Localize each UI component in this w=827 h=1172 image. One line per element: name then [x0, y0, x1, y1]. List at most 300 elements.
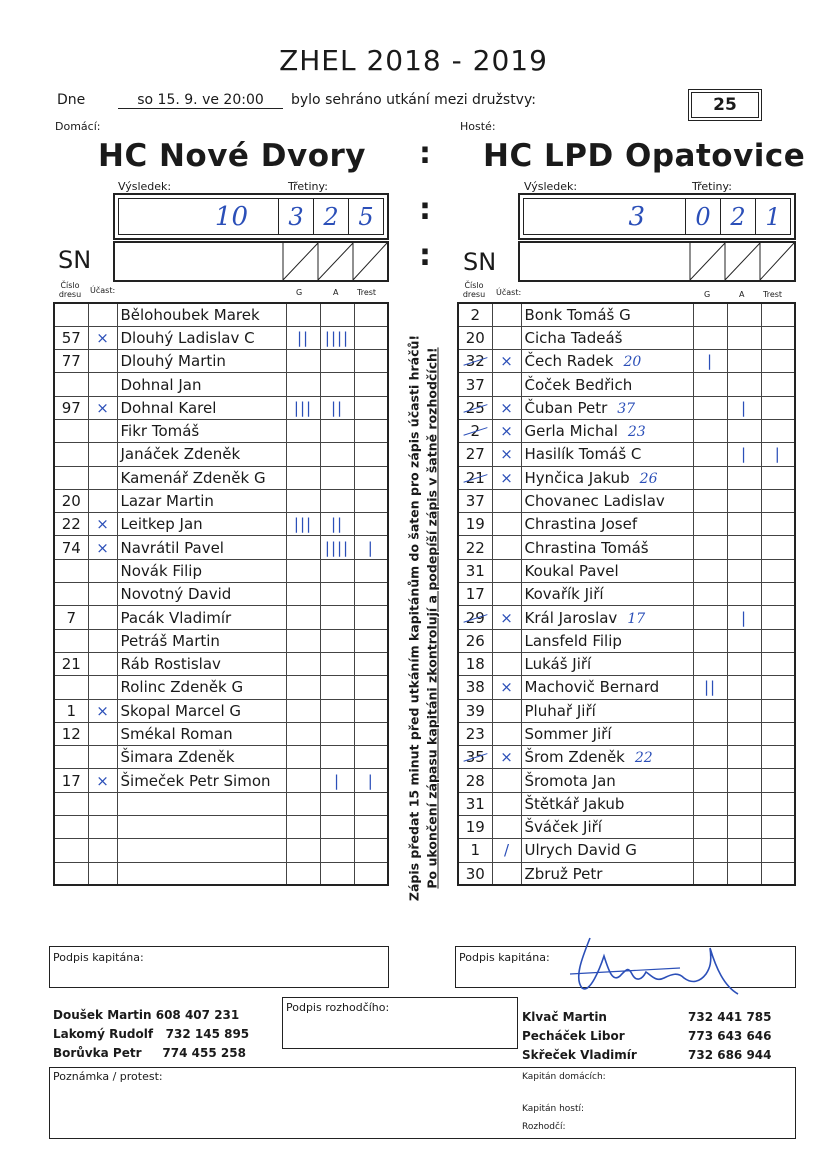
home-player-row — [54, 350, 388, 373]
player-name-text: Zbruž Petr — [524, 864, 603, 883]
assists-tally — [320, 489, 354, 512]
assists-tally — [320, 466, 354, 489]
result-separator: : — [419, 192, 431, 227]
strikethrough-mark — [463, 754, 487, 763]
home-col-a: A — [333, 288, 339, 297]
jersey-number: 21 — [54, 652, 88, 675]
goals-tally — [693, 699, 727, 722]
home-player-row — [54, 816, 388, 839]
guest-player-row — [458, 839, 795, 862]
goals-tally — [286, 769, 320, 792]
goals-tally: ||| — [286, 396, 320, 419]
goals-tally — [693, 396, 727, 419]
goals-tally: ||| — [286, 513, 320, 536]
jersey-number — [54, 583, 88, 606]
referee-signature-label: Podpis rozhodčího: — [286, 1001, 390, 1014]
presence-mark — [492, 769, 521, 792]
player-name — [117, 722, 286, 745]
jersey-number: 19 — [458, 513, 492, 536]
jersey-number: 2 — [458, 419, 492, 442]
presence-mark — [88, 839, 117, 862]
match-number-frame — [688, 89, 762, 121]
home-result-box — [113, 193, 389, 240]
home-player-row — [54, 839, 388, 862]
presence-mark — [492, 629, 521, 652]
assists-tally — [320, 722, 354, 745]
jersey-number: 31 — [458, 559, 492, 582]
jersey-number: 20 — [54, 489, 88, 512]
presence-mark — [88, 466, 117, 489]
referee-signature-box[interactable] — [282, 997, 518, 1049]
jersey-number — [54, 816, 88, 839]
handwritten-note: 37 — [617, 400, 636, 417]
jersey-number — [54, 443, 88, 466]
guest-player-row — [458, 699, 795, 722]
assists-tally: |||| — [320, 326, 354, 349]
penalty-tally — [761, 513, 795, 536]
instruction-line-1: Zápis předat 15 minut před utkáním kapitánům do šaten pro zápis účasti hráčů! — [406, 334, 422, 902]
penalty-tally — [761, 676, 795, 699]
assists-tally — [320, 373, 354, 396]
player-name — [521, 373, 693, 396]
player-name — [117, 652, 286, 675]
presence-mark: / — [492, 839, 521, 862]
presence-mark: × — [492, 350, 521, 373]
assists-tally — [727, 722, 761, 745]
guest-player-row — [458, 513, 795, 536]
penalty-tally: | — [354, 536, 388, 559]
player-name-text: Štětkář Jakub — [524, 794, 625, 813]
player-name — [117, 303, 286, 326]
home-player-row — [54, 699, 388, 722]
jersey-number — [54, 466, 88, 489]
player-name — [117, 862, 286, 885]
presence-mark — [492, 326, 521, 349]
home-player-row — [54, 862, 388, 885]
presence-mark — [88, 652, 117, 675]
captain-home-label: Kapitán domácích: — [522, 1072, 606, 1082]
home-col-trest: Trest — [357, 288, 377, 297]
goals-tally — [693, 489, 727, 512]
goals-tally — [286, 373, 320, 396]
player-name — [521, 350, 693, 373]
vertical-instructions — [401, 324, 445, 912]
assists-tally — [320, 606, 354, 629]
assists-tally — [727, 489, 761, 512]
presence-mark — [88, 862, 117, 885]
jersey-number: 1 — [54, 699, 88, 722]
guest-player-row — [458, 536, 795, 559]
goals-tally — [693, 769, 727, 792]
penalty-tally — [354, 862, 388, 885]
contact-phone: 608 407 231 — [155, 1008, 240, 1022]
penalty-tally — [761, 419, 795, 442]
guest-player-row — [458, 816, 795, 839]
player-name — [521, 303, 693, 326]
jersey-number: 37 — [458, 489, 492, 512]
contact-name: Skřeček Vladimír — [522, 1048, 637, 1062]
penalty-tally — [354, 606, 388, 629]
assists-tally — [727, 816, 761, 839]
penalty-tally — [761, 303, 795, 326]
assists-tally — [727, 583, 761, 606]
goals-tally — [693, 629, 727, 652]
player-name — [521, 839, 693, 862]
assists-tally — [727, 373, 761, 396]
guest-periods-label: Třetiny: — [692, 180, 732, 193]
note-protest-label: Poznámka / protest: — [53, 1070, 163, 1083]
penalty-tally — [354, 699, 388, 722]
home-player-row — [54, 303, 388, 326]
player-name — [521, 489, 693, 512]
player-name — [117, 373, 286, 396]
jersey-number: 19 — [458, 816, 492, 839]
home-player-row — [54, 722, 388, 745]
assists-tally — [727, 652, 761, 675]
penalty-tally — [354, 746, 388, 769]
guest-player-row — [458, 396, 795, 419]
player-name — [117, 583, 286, 606]
player-name-text: Dlouhý Ladislav C — [120, 328, 255, 347]
penalty-tally — [354, 629, 388, 652]
contact-phone: 732 145 895 — [165, 1027, 250, 1041]
guest-period-3: 1 — [765, 203, 781, 231]
jersey-number: 17 — [458, 583, 492, 606]
contacts-right-names — [522, 1008, 637, 1065]
assists-tally: | — [727, 443, 761, 466]
assists-tally — [727, 326, 761, 349]
penalty-tally — [761, 769, 795, 792]
penalty-tally — [354, 373, 388, 396]
contacts-right-phones — [688, 1008, 772, 1065]
player-name-text: Bělohoubek Marek — [120, 305, 260, 324]
penalty-tally — [354, 676, 388, 699]
player-name-text: Šimeček Petr Simon — [120, 771, 271, 790]
goals-tally — [693, 652, 727, 675]
player-name-text: Lansfeld Filip — [524, 631, 622, 650]
home-result-label: Výsledek: — [118, 180, 172, 193]
penalty-tally — [354, 443, 388, 466]
penalty-tally — [761, 792, 795, 815]
home-col-g: G — [296, 288, 303, 297]
guest-col-a: A — [739, 290, 745, 299]
assists-tally — [727, 629, 761, 652]
penalty-tally: | — [761, 443, 795, 466]
goals-tally — [693, 303, 727, 326]
player-name-text: Kamenář Zdeněk G — [120, 468, 266, 487]
guest-col-presence: Účast: — [496, 288, 522, 297]
player-name-text: Pacák Vladimír — [120, 608, 232, 627]
home-sn-label: SN — [58, 246, 92, 274]
player-name — [117, 792, 286, 815]
guest-player-row — [458, 629, 795, 652]
goals-tally — [286, 303, 320, 326]
penalty-tally: | — [354, 769, 388, 792]
presence-mark — [88, 676, 117, 699]
home-col-presence: Účast: — [90, 286, 116, 295]
guest-player-row — [458, 583, 795, 606]
assists-tally — [727, 862, 761, 885]
contact-name: Pecháček Libor — [522, 1029, 625, 1043]
player-name-text: Navrátil Pavel — [120, 538, 224, 557]
goals-tally — [286, 816, 320, 839]
player-name — [117, 443, 286, 466]
presence-mark — [492, 816, 521, 839]
player-name-text: Šimara Zdeněk — [120, 748, 235, 767]
presence-mark — [88, 583, 117, 606]
jersey-number: 38 — [458, 676, 492, 699]
guest-player-row — [458, 489, 795, 512]
assists-tally: | — [320, 769, 354, 792]
jersey-number: 32 — [458, 350, 492, 373]
player-name — [117, 350, 286, 373]
home-period-2: 2 — [314, 199, 349, 234]
contact-name: Borůvka Petr — [53, 1046, 142, 1060]
jersey-number: 18 — [458, 652, 492, 675]
contact-left-1 — [53, 1006, 249, 1025]
player-name-text: Skopal Marcel G — [120, 701, 242, 720]
assists-tally — [727, 536, 761, 559]
contact-phone: 732 686 944 — [688, 1048, 772, 1062]
penalty-tally — [354, 839, 388, 862]
jersey-number: 21 — [458, 466, 492, 489]
player-name — [117, 536, 286, 559]
goals-tally — [693, 839, 727, 862]
guest-col-g: G — [704, 290, 711, 299]
assists-tally — [320, 443, 354, 466]
player-name — [117, 326, 286, 349]
presence-mark — [88, 489, 117, 512]
penalty-tally — [761, 559, 795, 582]
goals-tally — [693, 722, 727, 745]
assists-tally — [320, 676, 354, 699]
player-name-text: Koukal Pavel — [524, 561, 619, 580]
strikethrough-mark — [463, 427, 487, 436]
presence-mark: × — [492, 443, 521, 466]
presence-mark: × — [88, 536, 117, 559]
jersey-number: 26 — [458, 629, 492, 652]
captain-signature-scribble — [560, 928, 760, 1000]
contact-left-3 — [53, 1044, 249, 1063]
player-name-text: Chovanec Ladislav — [524, 492, 665, 511]
goals-tally — [286, 466, 320, 489]
assists-tally — [320, 816, 354, 839]
assists-tally — [320, 629, 354, 652]
player-name-text: Dohnal Jan — [120, 375, 202, 394]
contact-phone: 773 643 646 — [688, 1029, 772, 1043]
presence-mark: × — [492, 676, 521, 699]
goals-tally — [286, 652, 320, 675]
played-text: bylo sehráno utkání mezi družstvy: — [291, 92, 536, 108]
home-player-row — [54, 792, 388, 815]
assists-tally — [320, 559, 354, 582]
match-date: so 15. 9. ve 20:00 — [118, 92, 283, 109]
player-name-text: Pluhař Jiří — [524, 701, 596, 720]
assists-tally — [320, 583, 354, 606]
home-player-row — [54, 419, 388, 442]
guest-label: Hosté: — [460, 120, 496, 133]
jersey-number — [54, 419, 88, 442]
guest-player-row — [458, 676, 795, 699]
goals-tally — [693, 583, 727, 606]
player-name — [521, 466, 693, 489]
guest-player-row — [458, 303, 795, 326]
assists-tally — [320, 350, 354, 373]
player-name-text: Čoček Bedřich — [524, 375, 633, 394]
goals-tally: | — [693, 350, 727, 373]
player-name-text: Novotný David — [120, 585, 232, 604]
guest-player-row — [458, 559, 795, 582]
jersey-number — [54, 839, 88, 862]
assists-tally — [320, 652, 354, 675]
jersey-number: 27 — [458, 443, 492, 466]
assists-tally: | — [727, 396, 761, 419]
assists-tally — [727, 559, 761, 582]
presence-mark — [492, 862, 521, 885]
player-name — [521, 629, 693, 652]
penalty-tally — [761, 629, 795, 652]
home-player-row — [54, 769, 388, 792]
player-name-text: Sommer Jiří — [524, 724, 612, 743]
home-period-3: 5 — [358, 203, 374, 231]
player-name — [117, 816, 286, 839]
player-name — [521, 792, 693, 815]
player-name — [521, 396, 693, 419]
home-label: Domácí: — [55, 120, 101, 133]
presence-mark: × — [492, 606, 521, 629]
penalty-tally — [761, 839, 795, 862]
presence-mark — [492, 489, 521, 512]
home-period-1: 3 — [279, 199, 314, 234]
penalty-tally — [761, 606, 795, 629]
jersey-number: 22 — [54, 513, 88, 536]
jersey-number: 97 — [54, 396, 88, 419]
presence-mark — [88, 350, 117, 373]
guest-player-row — [458, 443, 795, 466]
jersey-number: 35 — [458, 746, 492, 769]
assists-tally — [727, 303, 761, 326]
penalty-tally — [354, 396, 388, 419]
handwritten-note: 22 — [634, 750, 653, 767]
presence-mark — [88, 816, 117, 839]
player-name — [521, 722, 693, 745]
player-name — [521, 862, 693, 885]
player-name — [117, 396, 286, 419]
presence-mark — [492, 536, 521, 559]
penalty-tally — [354, 489, 388, 512]
penalty-tally — [761, 583, 795, 606]
goals-tally — [286, 606, 320, 629]
jersey-number: 57 — [54, 326, 88, 349]
guest-sn-box — [518, 241, 796, 282]
home-player-row — [54, 652, 388, 675]
assists-tally — [320, 419, 354, 442]
player-name — [117, 629, 286, 652]
assists-tally — [320, 839, 354, 862]
penalty-tally — [354, 559, 388, 582]
assists-tally — [320, 303, 354, 326]
presence-mark — [492, 652, 521, 675]
assists-tally: || — [320, 396, 354, 419]
jersey-number: 20 — [458, 326, 492, 349]
penalty-tally — [354, 652, 388, 675]
jersey-number — [54, 746, 88, 769]
goals-tally — [693, 513, 727, 536]
home-team-name: HC Nové Dvory — [98, 138, 366, 174]
assists-tally — [727, 466, 761, 489]
presence-mark: × — [88, 699, 117, 722]
guest-player-row — [458, 862, 795, 885]
player-name-text: Novák Filip — [120, 561, 202, 580]
penalty-tally — [761, 489, 795, 512]
jersey-number: 7 — [54, 606, 88, 629]
player-name-text: Ráb Rostislav — [120, 655, 221, 674]
player-name-text: Čuban Petr — [524, 398, 608, 417]
goals-tally: || — [286, 326, 320, 349]
guest-player-row — [458, 792, 795, 815]
guest-sn-label: SN — [463, 248, 497, 276]
strikethrough-mark — [463, 474, 487, 483]
date-label: Dne — [57, 92, 86, 108]
player-name — [521, 419, 693, 442]
home-captain-signature-label: Podpis kapitána: — [53, 951, 144, 964]
assists-tally — [320, 792, 354, 815]
strikethrough-mark — [463, 614, 487, 623]
penalty-tally — [761, 722, 795, 745]
guest-period-2: 2 — [721, 199, 756, 234]
note-protest-box[interactable] — [49, 1067, 796, 1139]
penalty-tally — [761, 699, 795, 722]
home-player-row — [54, 583, 388, 606]
home-score: 10 — [119, 199, 279, 234]
penalty-tally — [761, 652, 795, 675]
home-player-row — [54, 536, 388, 559]
goals-tally — [693, 326, 727, 349]
guest-roster-table — [457, 302, 796, 886]
jersey-number: 2 — [458, 303, 492, 326]
presence-mark — [88, 373, 117, 396]
referee-label: Rozhodčí: — [522, 1122, 566, 1132]
assists-tally — [320, 746, 354, 769]
presence-mark — [492, 699, 521, 722]
home-captain-signature-box[interactable] — [49, 946, 389, 988]
assists-tally — [727, 350, 761, 373]
sn-separator: : — [419, 238, 431, 273]
player-name-text: Král Jaroslav — [524, 608, 618, 627]
player-name — [521, 606, 693, 629]
player-name — [521, 652, 693, 675]
player-name-text: Leitkep Jan — [120, 515, 203, 534]
jersey-number: 23 — [458, 722, 492, 745]
penalty-tally — [354, 583, 388, 606]
assists-tally — [727, 769, 761, 792]
home-col-number: Číslo dresu — [58, 281, 82, 299]
goals-tally — [693, 536, 727, 559]
home-player-row — [54, 326, 388, 349]
goals-tally — [693, 746, 727, 769]
player-name-text: Kovařík Jiří — [524, 585, 604, 604]
goals-tally — [286, 489, 320, 512]
penalty-tally — [354, 466, 388, 489]
player-name-text: Petráš Martin — [120, 631, 220, 650]
assists-tally — [727, 676, 761, 699]
jersey-number — [54, 862, 88, 885]
player-name — [521, 699, 693, 722]
contact-name: Doušek Martin — [53, 1008, 152, 1022]
presence-mark: × — [88, 769, 117, 792]
goals-tally — [693, 373, 727, 396]
home-sn-diagonals — [115, 243, 387, 280]
